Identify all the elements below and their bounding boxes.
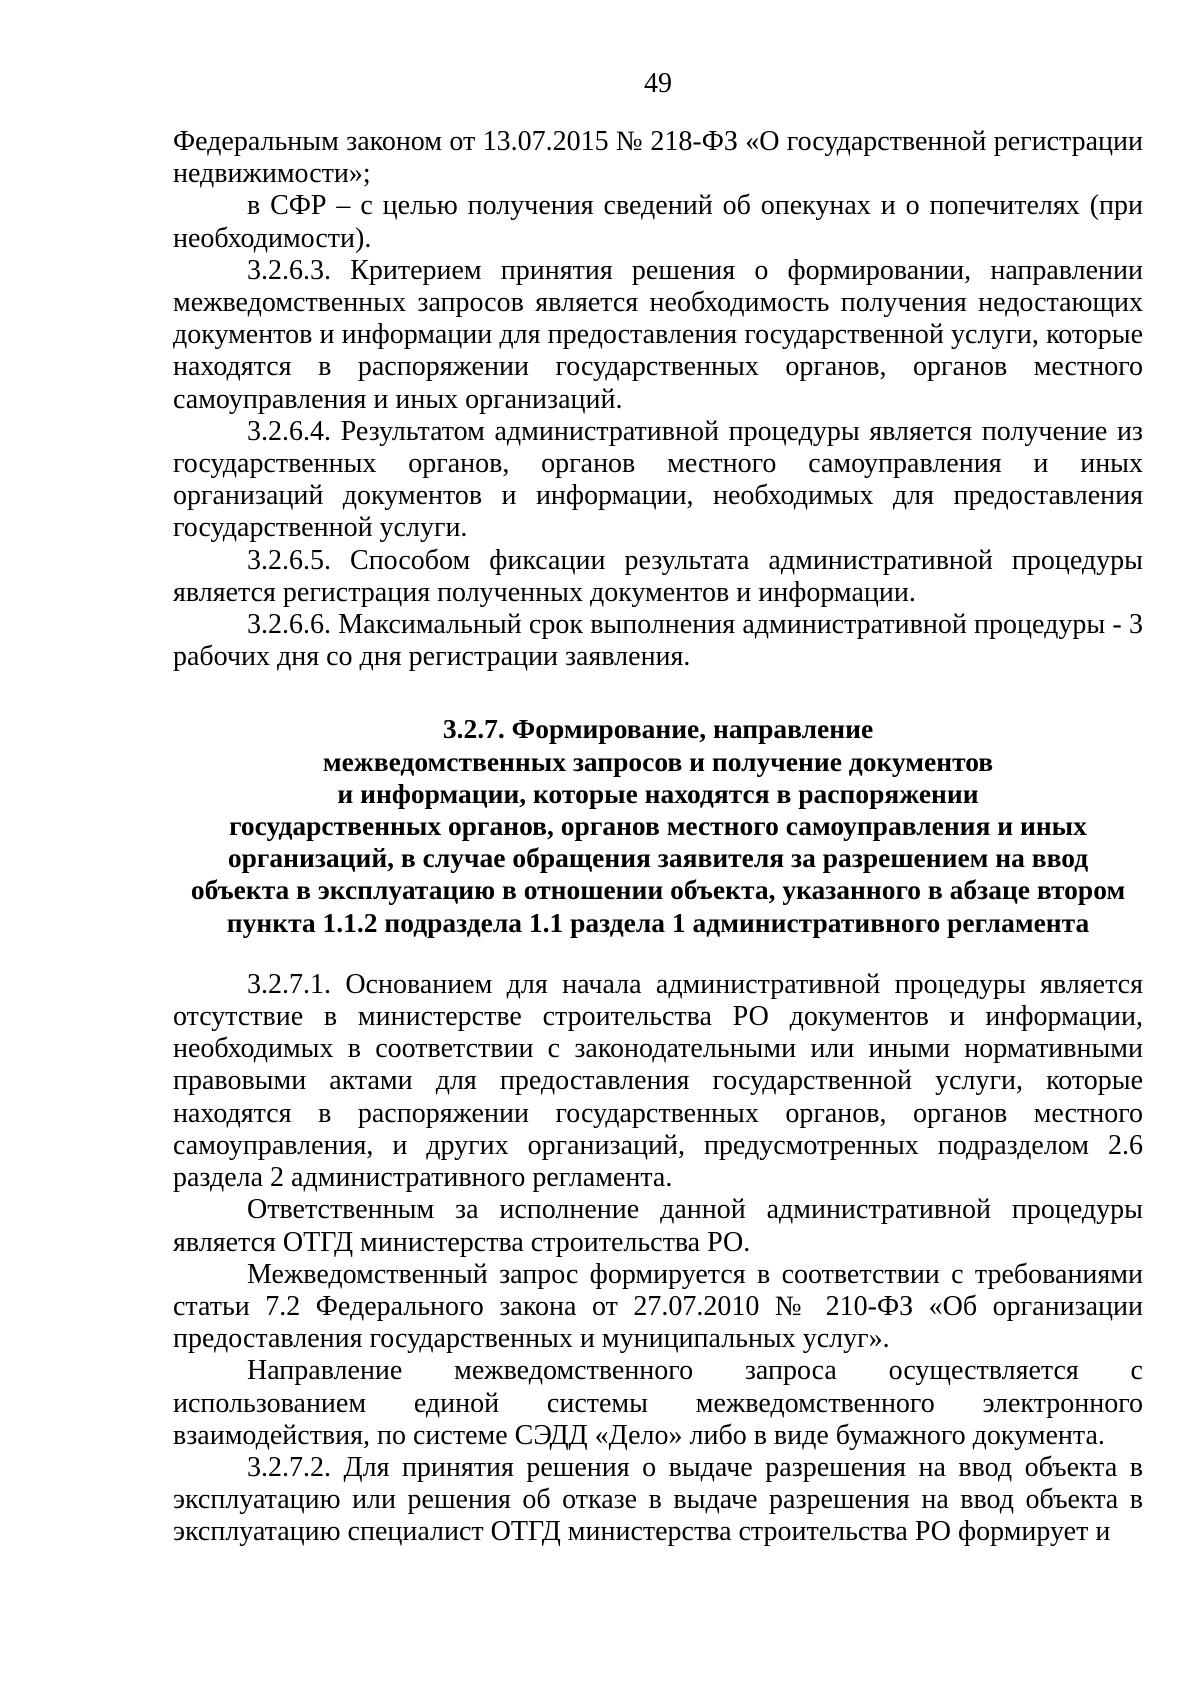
paragraph: 3.2.6.6. Максимальный срок выполнения административной процедуры - 3 рабочих дня со дня регистрации заявления. — [173, 609, 1143, 673]
section-3-2-7-text — [173, 969, 1143, 1549]
paragraph: 3.2.6.4. Результатом административной процедуры является получение из государственных органов, органов местного самоуправления и иных организаций документов и информации, необходимых для предоставления государственной услуги. — [173, 415, 1143, 544]
section-heading-3-2-7 — [173, 713, 1143, 938]
heading-line: государственных органов, органов местного самоуправления и иных — [229, 810, 1087, 842]
paragraph: в СФР – с целью получения сведений об опекунах и о попечителях (при необходимости). — [173, 190, 1143, 254]
paragraph: 3.2.7.1. Основанием для начала административной процедуры является отсутствие в министерстве строительства РО документов и информации, необходимых в соответствии с законодательными или иными нормативными правовыми актами для предоставления государственной услуги, которые находятся в распоряжении государственных органов, органов местного самоуправления, и других организаций, предусмотренных подразделом 2.6 раздела 2 административного регламента. — [173, 968, 1143, 1194]
heading-line: организаций, в случае обращения заявителя за разрешением на ввод — [227, 842, 1089, 874]
paragraph: Межведомственный запрос формируется в соответствии с требованиями статьи 7.2 Федерального закона от 27.07.2010 № 210-ФЗ «Об организации предоставления государственных и муниципальных услуг». — [173, 1258, 1143, 1355]
paragraph: 3.2.6.5. Способом фиксации результата административной процедуры является регистрация полученных документов и информации. — [173, 544, 1143, 608]
paragraph: 3.2.7.2. Для принятия решения о выдаче разрешения на ввод объекта в эксплуатацию или решения об отказе в выдаче разрешения на ввод объекта в эксплуатацию специалист ОТГД министерства строительства РО формирует и — [173, 1451, 1143, 1548]
paragraph: 3.2.6.3. Критерием принятия решения о формировании, направлении межведомственных запросов является необходимость получения недостающих документов и информации для предоставления государственной услуги, которые находятся в распоряжении государственных органов, органов местного самоуправления и иных организаций. — [173, 254, 1143, 415]
heading-line: 3.2.7. Формирование, направление — [442, 713, 874, 745]
section-3-2-6-text — [173, 126, 1143, 673]
paragraph: Федеральным законом от 13.07.2015 № 218-ФЗ «О государственной регистрации недвижимости»; — [173, 126, 1143, 190]
heading-line: межведомственных запросов и получение документов — [322, 745, 994, 777]
paragraph: Направление межведомственного запроса осуществляется с использованием единой системы межведомственного электронного взаимодействия, по системе СЭДД «Дело» либо в виде бумажного документа. — [173, 1355, 1143, 1451]
heading-line: и информации, которые находятся в распоряжении — [337, 777, 979, 809]
paragraph: Ответственным за исполнение данной административной процедуры является ОТГД министерства строительства РО. — [173, 1194, 1143, 1258]
heading-line: пункта 1.1.2 подраздела 1.1 раздела 1 административного регламента — [226, 906, 1090, 938]
heading-line: объекта в эксплуатацию в отношении объекта, указанного в абзаце втором — [190, 874, 1126, 906]
page-number: 49 — [644, 68, 672, 99]
document-page — [173, 68, 1143, 1549]
